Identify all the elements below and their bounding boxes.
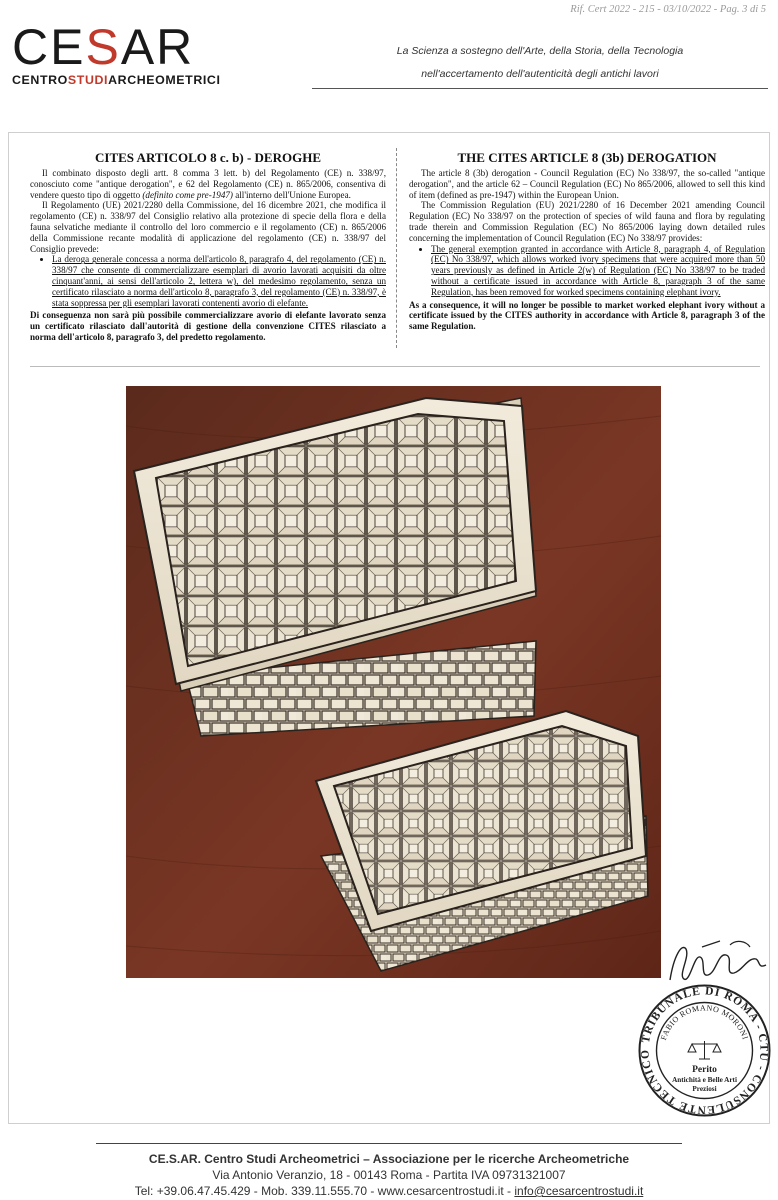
footer-email-link[interactable]: info@cesarcentrostudi.it (514, 1184, 644, 1198)
footer-address: Via Antonio Veranzio, 18 - 00143 Roma - Partita IVA 09731321007 (212, 1168, 566, 1182)
ivory-boxes-photo (126, 386, 661, 978)
tagline-line-1: La Scienza a sostegno dell'Arte, della Storia, della Tecnologia (396, 45, 684, 57)
reference-number: Rif. Cert 2022 - 215 - 03/10/2022 - Pag. 3 di 5 (570, 4, 766, 15)
stamp-name: FABIO ROMANO MORONI (659, 1003, 750, 1042)
header-divider (312, 88, 768, 89)
italian-conclusion: Di conseguenza non sarà più possibile commercializzare avorio di elefante lavorato senza un certificato rilasciato dall'autorità di gestione della convenzione CITES rilasciato a norma dell'articolo 8, paragrafo 3, del predetto regolamento. (30, 310, 386, 342)
stamp-line-2: Preziosi (692, 1085, 717, 1093)
english-title: THE CITES ARTICLE 8 (3b) DEROGATION (457, 150, 717, 165)
stamp-title: Perito (692, 1065, 717, 1075)
italian-column (30, 150, 386, 343)
english-column (409, 150, 765, 332)
footer-divider (96, 1143, 682, 1144)
english-paragraph-1: The article 8 (3b) derogation - Council Regulation (EC) No 338/97, the so-called "antique derogation", and the article 62 – Council Regulation (EC) No 865/2006, allowed to sell this kind of item (defined as pre-1947) within the European Union. (409, 168, 765, 200)
english-conclusion: As a consequence, it will no longer be possible to market worked elephant ivory without a certificate issued by the CITES authority in accordance with Article 8, paragraph 3 of the same Regulation. (409, 299, 765, 332)
footer-contacts (0, 1184, 778, 1198)
consultant-stamp (637, 983, 772, 1118)
cesar-logo (12, 19, 221, 87)
english-paragraph-2: The Commission Regulation (EU) 2021/2280 of 16 December 2021 amending Council Regulation (EC) No 338/97 on the protection of species of wild fauna and flora by regulating trade therein and Commission Regulation (EC) No 865/2006 laying down detailed rules concerning the implementation of Council Regulation (EC) No 338/97 provides: (409, 200, 765, 243)
footer-contact-info: Tel: +39.06.47.45.429 - Mob. 339.11.555.70 - www.cesarcentrostudi.it - (134, 1184, 515, 1198)
logo-subtitle: CENTROSTUDIARCHEOMETRICI (12, 73, 221, 87)
stamp-line-1: Antichità e Belle Arti (672, 1076, 737, 1084)
italian-bullet: • La deroga generale concessa a norma dell'articolo 8, paragrafo 4, del regolamento (CE) n. 338/97 che consente di commercializzare esemplari di avorio lavorati acquisiti da oltre cinquant'anni, ai sensi dell'articolo 2, lettera w), del medesimo regolamento, senza un certificato rilasciato a norma dell'articolo 8, paragrafo 3, del regolamento (CE) n. 338/97, è stata soppressa per gli esemplari lavorati contenenti avorio di elefante. (52, 254, 386, 308)
italian-paragraph-1: Il combinato disposto degli artt. 8 comma 3 lett. b) del Regolamento (CE) n. 338/97, conosciuto come "antique derogation", e 62 del Regolamento (CE) n. 865/2006, consentiva di vendere questo tipo di oggetto (definito come pre-1947) all'interno dell'Unione Europea. (30, 168, 386, 200)
stamp-ring-text: TRIBUNALE DI ROMA - CTU - CONSULENTE TECNICO (639, 985, 770, 1116)
tagline-line-2: nell'accertamento dell'autenticità degli antichi lavori (421, 68, 659, 80)
section-divider (30, 366, 760, 367)
english-bullet: • The general exemption granted in accordance with Article 8, paragraph 4, of Regulation (EC) No 338/97, which allows worked ivory specimens that were acquired more than 50 years previously as defined in Article 2(w) of Regulation (EC) No 338/97 to be traded without a certificate issued in accordance with Article 8, paragraph 3 of the same Regulation, has been removed for worked specimens containing elephant ivory. (431, 244, 765, 298)
italian-paragraph-2: Il Regolamento (UE) 2021/2280 della Commissione, del 16 dicembre 2021, che modifica il regolamento (CE) n. 338/97 del Consiglio relativo alla protezione di specie della flora e della fauna selvatiche mediante il controllo del loro commercio e il regolamento (CE) n. 865/2006 della Commissione recante modalità di applicazione del regolamento (CE) n. 338/97 del Consiglio prevede: (30, 200, 386, 254)
italian-bullet-list (30, 254, 386, 308)
column-divider (396, 148, 397, 348)
english-bullet-list (409, 244, 765, 298)
footer-organization: CE.S.AR. Centro Studi Archeometrici – Associazione per le ricerche Archeometriche (148, 1152, 630, 1166)
logo-wordmark: CESAR (12, 19, 195, 75)
italian-title: CITES ARTICOLO 8 c. b) - DEROGHE (95, 150, 321, 165)
signature (660, 935, 770, 990)
